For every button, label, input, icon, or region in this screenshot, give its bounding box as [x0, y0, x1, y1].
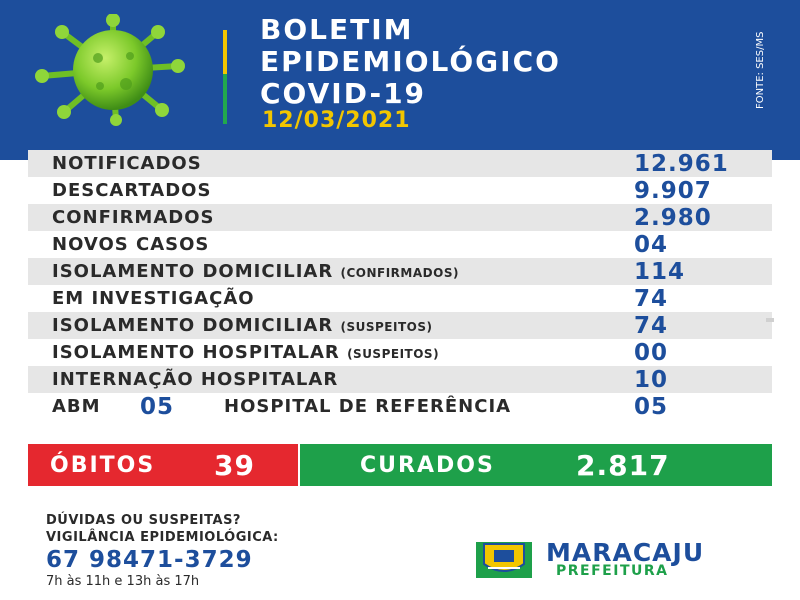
- abm-row: [28, 393, 772, 420]
- stat-value: 74: [634, 285, 669, 312]
- stat-row: [28, 312, 772, 339]
- stat-row: [28, 366, 772, 393]
- city-name: MARACAJU: [546, 538, 705, 567]
- stat-label: EM INVESTIGAÇÃO: [52, 288, 255, 309]
- stat-label: CONFIRMADOS: [52, 207, 215, 228]
- stat-row: [28, 258, 772, 285]
- stat-label: DESCARTADOS: [52, 180, 212, 201]
- virus-icon: [28, 14, 198, 126]
- bulletin-title: [260, 14, 561, 110]
- stat-value: 12.961: [634, 150, 729, 177]
- stat-row: [28, 285, 772, 312]
- contact-question: DÚVIDAS OU SUSPEITAS?: [46, 513, 241, 528]
- curados-band: [300, 444, 772, 486]
- stat-label: ISOLAMENTO DOMICILIAR (CONFIRMADOS): [52, 261, 459, 282]
- stat-label: NOVOS CASOS: [52, 234, 210, 255]
- stat-row: [28, 204, 772, 231]
- hospital-value: 05: [634, 393, 669, 420]
- abm-value: 05: [140, 393, 175, 420]
- stat-value: 2.980: [634, 204, 712, 231]
- title-line: BOLETIM: [260, 13, 414, 46]
- abm-label: ABM: [52, 396, 101, 417]
- stat-row: [28, 231, 772, 258]
- stat-value: 04: [634, 231, 669, 258]
- curados-label: CURADOS: [360, 452, 495, 478]
- source-label: FONTE: SES/MS: [755, 31, 766, 109]
- stat-label: ISOLAMENTO HOSPITALAR (SUSPEITOS): [52, 342, 440, 363]
- stat-value: 9.907: [634, 177, 712, 204]
- stat-label: INTERNAÇÃO HOSPITALAR: [52, 369, 339, 390]
- contact-block: [46, 512, 279, 590]
- stat-label: NOTIFICADOS: [52, 153, 202, 174]
- stat-row: [28, 150, 772, 177]
- bulletin-date: 12/03/2021: [262, 108, 411, 133]
- stat-value: 10: [634, 366, 669, 393]
- contact-phone: 67 98471-3729: [46, 547, 253, 573]
- stat-label: ISOLAMENTO DOMICILIAR (SUSPEITOS): [52, 315, 433, 336]
- city-crest-icon: [476, 540, 532, 580]
- stat-value: 114: [634, 258, 686, 285]
- contact-hours: 7h às 11h e 13h às 17h: [46, 574, 200, 589]
- title-line: COVID-19: [260, 77, 427, 110]
- obitos-band: [28, 444, 298, 486]
- divider-yellow: [223, 30, 227, 74]
- stats-table: [28, 150, 772, 420]
- curados-value: 2.817: [576, 448, 670, 482]
- city-subtitle: PREFEITURA: [556, 563, 669, 579]
- stat-qualifier: (SUSPEITOS): [347, 347, 440, 361]
- decorative-mark: [766, 318, 774, 322]
- title-line: EPIDEMIOLÓGICO: [260, 45, 561, 78]
- stat-qualifier: (CONFIRMADOS): [340, 266, 459, 280]
- contact-department: VIGILÂNCIA EPIDEMIOLÓGICA:: [46, 530, 279, 545]
- obitos-label: ÓBITOS: [50, 452, 156, 478]
- header-banner: [0, 0, 800, 160]
- stat-row: [28, 339, 772, 366]
- divider-green: [223, 74, 227, 124]
- hospital-label: HOSPITAL DE REFERÊNCIA: [224, 396, 512, 417]
- obitos-value: 39: [214, 448, 255, 482]
- stat-row: [28, 177, 772, 204]
- stat-qualifier: (SUSPEITOS): [340, 320, 433, 334]
- stat-value: 74: [634, 312, 669, 339]
- stat-value: 00: [634, 339, 669, 366]
